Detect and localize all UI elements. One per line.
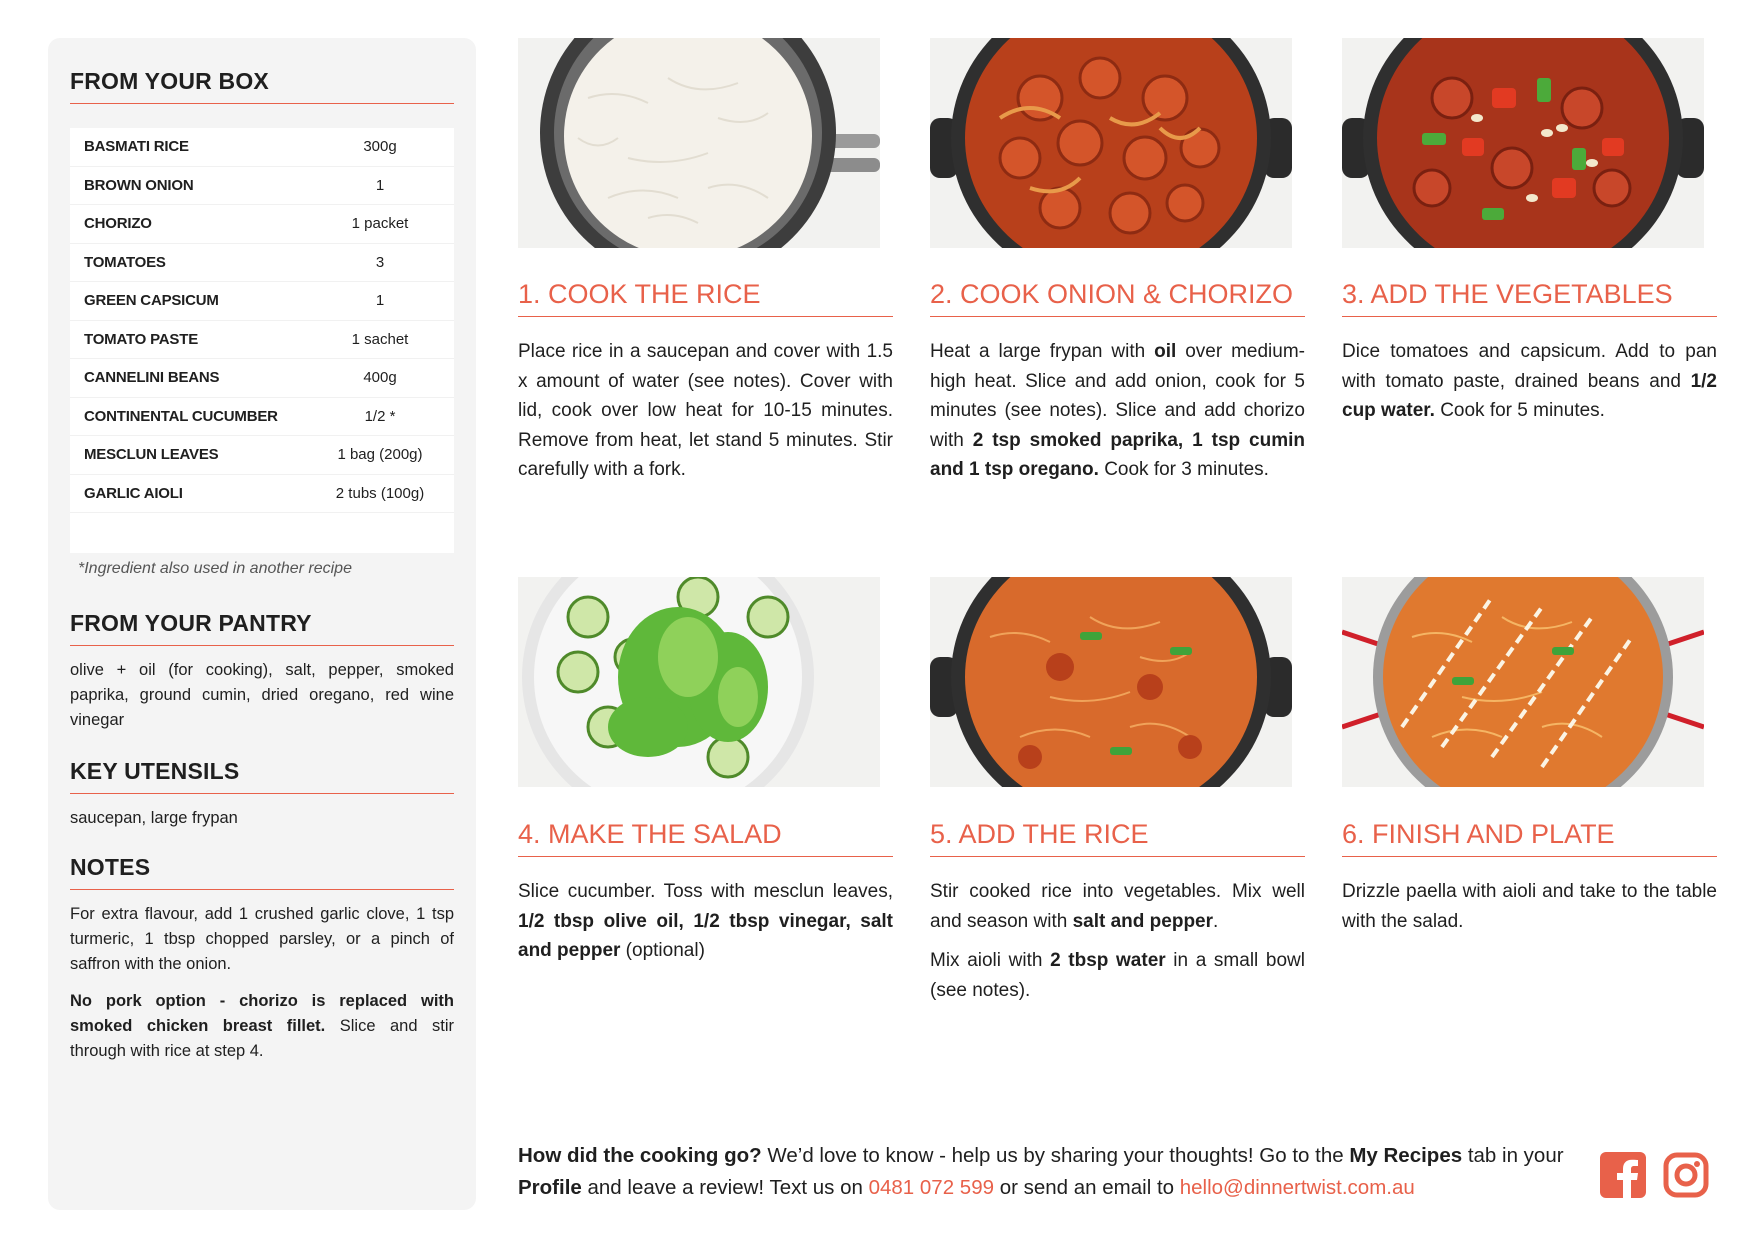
notes-section: [70, 854, 454, 1064]
ingredient-qty: 2 tubs (100g): [335, 484, 425, 502]
my-recipes-link[interactable]: My Recipes: [1349, 1144, 1463, 1167]
feedback-text-1: We’d love to know - help us by sharing your thoughts! Go to the: [761, 1144, 1350, 1167]
step-paragraph: [930, 877, 1305, 936]
step-1-title: 1. COOK THE RICE: [518, 279, 893, 317]
step-2-photo: [930, 38, 1292, 248]
ingredient-row: [70, 282, 454, 321]
step-5-body: [930, 877, 1305, 1005]
ingredient-qty: 1: [375, 176, 385, 194]
ingredient-qty: 1: [375, 292, 385, 310]
ingredient-name: CANNELINI BEANS: [84, 369, 220, 387]
no-pork-note-bold: No pork option - chorizo is replaced with smoked chicken breast fillet.: [70, 992, 454, 1035]
step-6-body: [1342, 877, 1717, 936]
step-3-body: [1342, 337, 1717, 426]
step-paragraph: [1342, 337, 1717, 426]
ingredient-name: BROWN ONION: [84, 176, 194, 194]
facebook-icon[interactable]: [1600, 1152, 1646, 1202]
step-text: over medium-high heat. Slice and add onion, cook for 5 minutes (see notes). Slice and add chorizo with: [930, 341, 1305, 451]
step-6-title: 6. FINISH AND PLATE: [1342, 819, 1717, 857]
ingredient-footnote: *Ingredient also used in another recipe: [78, 560, 352, 577]
ingredient-name: GREEN CAPSICUM: [84, 292, 219, 310]
ingredient-qty: 1 packet: [351, 215, 409, 233]
step-text: Dice tomatoes and capsicum. Add to pan with tomato paste, drained beans and: [1342, 341, 1717, 392]
sidebar: [48, 38, 476, 1210]
notes-heading: NOTES: [70, 854, 454, 890]
step-text-bold: 1/2 tbsp olive oil, 1/2 tbsp vinegar, salt and pepper: [518, 910, 893, 961]
from-your-pantry-heading: FROM YOUR PANTRY: [70, 610, 454, 646]
step-3-title: 3. ADD THE VEGETABLES: [1342, 279, 1717, 317]
feedback-text-2: tab in your: [1462, 1144, 1564, 1167]
step-text-bold: 2 tbsp water: [1050, 950, 1166, 971]
pantry-section: [70, 610, 454, 733]
from-your-box-heading: FROM YOUR BOX: [70, 68, 454, 104]
ingredient-row: [70, 205, 454, 244]
step-4-photo: [518, 577, 880, 787]
ingredient-qty: 1 sachet: [351, 330, 409, 348]
ingredient-row: [70, 359, 454, 398]
step-text: Stir cooked rice into vegetables. Mix well and season with: [930, 881, 1305, 932]
ingredient-qty: 1/2 *: [364, 407, 396, 425]
ingredient-qty: 1 bag (200g): [337, 446, 423, 464]
step-text: Cook for 5 minutes.: [1434, 400, 1605, 421]
ingredient-name: TOMATO PASTE: [84, 330, 198, 348]
step-1-body: [518, 337, 893, 485]
step-text-bold: 1/2 cup water.: [1342, 370, 1717, 421]
ingredient-qty: 300g: [363, 138, 397, 156]
step-4-body: [518, 877, 893, 966]
profile-link[interactable]: Profile: [518, 1176, 582, 1199]
step-2-body: [930, 337, 1305, 485]
ingredient-name: MESCLUN LEAVES: [84, 446, 219, 464]
feedback-footer: [518, 1140, 1588, 1204]
utensils-section: [70, 758, 454, 831]
email-link[interactable]: hello@dinnertwist.com.au: [1179, 1176, 1415, 1199]
step-text: Heat a large frypan with: [930, 341, 1155, 362]
step-paragraph: [518, 337, 893, 485]
step-text: (optional): [620, 940, 705, 961]
feedback-question: How did the cooking go?: [518, 1144, 762, 1167]
ingredient-row: [70, 321, 454, 360]
step-6-photo: [1342, 577, 1704, 787]
notes-text: For extra flavour, add 1 crushed garlic clove, 1 tsp turmeric, 1 tbsp chopped parsley, or a pinch of saffron with the onion.: [70, 905, 454, 973]
step-text: Slice cucumber. Toss with mesclun leaves,: [518, 881, 893, 902]
step-4-title: 4. MAKE THE SALAD: [518, 819, 893, 857]
key-utensils-heading: KEY UTENSILS: [70, 758, 454, 794]
step-paragraph: [1342, 877, 1717, 936]
step-5-photo: [930, 577, 1292, 787]
step-paragraph: [930, 337, 1305, 485]
step-text-bold: 2 tsp smoked paprika, 1 tsp cumin and 1 tsp oregano.: [930, 429, 1305, 480]
ingredient-name: CHORIZO: [84, 215, 152, 233]
ingredients-table: [70, 128, 454, 553]
step-text: .: [1213, 910, 1219, 932]
feedback-text-4: or send an email to: [994, 1176, 1180, 1199]
ingredient-row: [70, 475, 454, 514]
ingredient-name: CONTINENTAL CUCUMBER: [84, 407, 278, 425]
step-2-title: 2. COOK ONION & CHORIZO: [930, 279, 1305, 317]
step-3-photo: [1342, 38, 1704, 248]
ingredient-qty: 400g: [363, 369, 397, 387]
step-text-bold: salt and pepper: [1072, 910, 1214, 932]
ingredient-name: TOMATOES: [84, 253, 166, 271]
step-1-photo: [518, 38, 880, 248]
no-pork-note-text: Slice and stir through with rice at step 4.: [70, 1017, 454, 1060]
step-text: in a small bowl (see notes).: [930, 950, 1305, 1001]
instagram-icon[interactable]: [1663, 1152, 1709, 1202]
utensils-text: saucepan, large frypan: [70, 809, 238, 827]
no-pork-note: [70, 989, 454, 1064]
step-paragraph: [518, 877, 893, 966]
feedback-text-3: and leave a review! Text us on: [581, 1176, 869, 1199]
step-text: Place rice in a saucepan and cover with 1.5 x amount of water (see notes). Cover with lid, cook over low heat for 10-15 minutes. Remove from heat, let stand 5 minutes. Stir carefully with a fork.: [518, 341, 893, 480]
ingredient-name: GARLIC AIOLI: [84, 484, 183, 502]
ingredient-row: [70, 128, 454, 167]
step-paragraph: [930, 946, 1305, 1005]
step-text-bold: oil: [1154, 341, 1177, 362]
step-text: Cook for 3 minutes.: [1098, 459, 1269, 480]
pantry-text: olive + oil (for cooking), salt, pepper, smoked paprika, ground cumin, dried oregano, red wine vinegar: [70, 661, 454, 729]
ingredient-qty: 3: [375, 253, 385, 271]
step-text: Drizzle paella with aioli and take to the table with the salad.: [1342, 881, 1717, 932]
step-text: Mix aioli with: [930, 950, 1051, 971]
ingredient-row: [70, 167, 454, 206]
step-5-title: 5. ADD THE RICE: [930, 819, 1305, 857]
ingredient-name: BASMATI RICE: [84, 138, 189, 156]
ingredient-row: [70, 436, 454, 475]
ingredient-row: [70, 398, 454, 437]
phone-link[interactable]: 0481 072 599: [868, 1176, 994, 1199]
ingredient-row: [70, 244, 454, 283]
